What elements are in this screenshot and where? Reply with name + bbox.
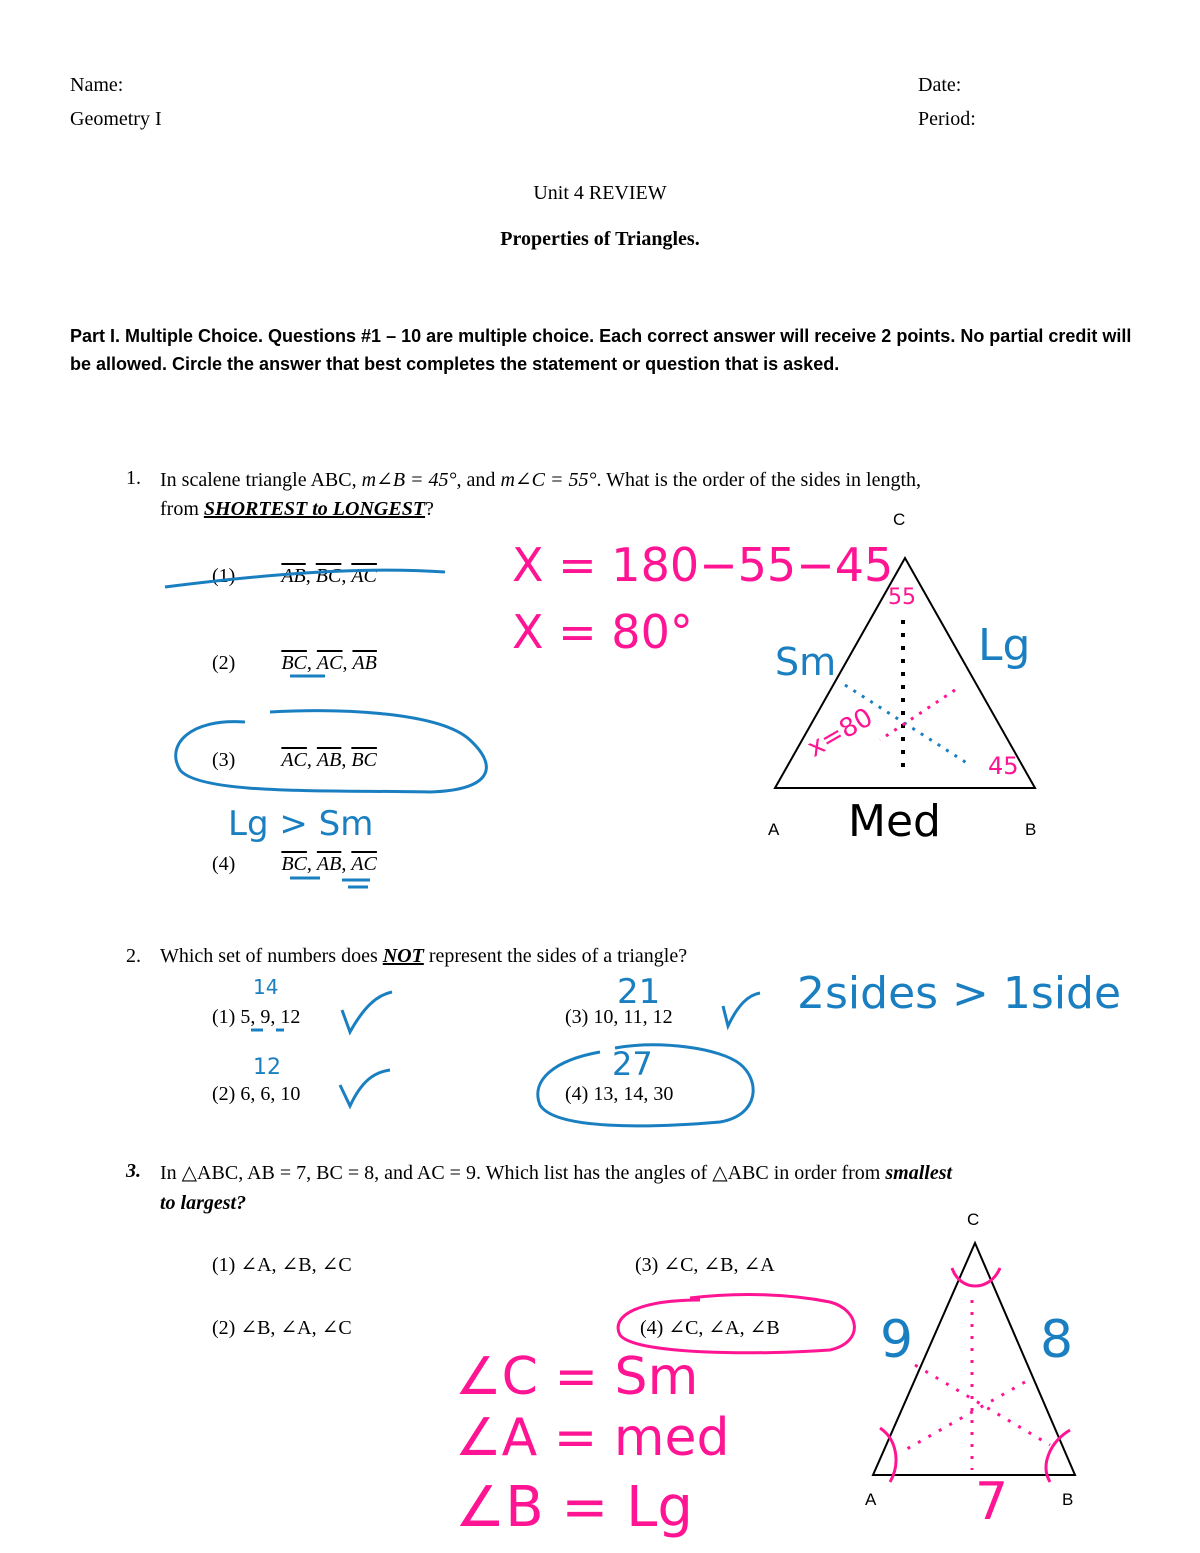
q1-emphasis: SHORTEST to LONGEST bbox=[203, 498, 426, 520]
choice-num: (3) bbox=[635, 1254, 659, 1276]
q2-rule-note: 2sides > 1side bbox=[797, 968, 1122, 1019]
q3-number: 3. bbox=[126, 1160, 141, 1182]
side: $\overline{AC}$ bbox=[351, 565, 377, 587]
choice-num: (4) bbox=[640, 1317, 664, 1339]
q1-text-c: . What is the order of the sides in length, bbox=[596, 469, 922, 491]
q3-note-a: ∠A = med bbox=[455, 1408, 730, 1468]
side: $\overline{AB}$ bbox=[316, 853, 342, 875]
q2-check-3 bbox=[723, 993, 760, 1026]
q1-angle-45: 45 bbox=[988, 752, 1019, 780]
choice-angles: ∠A, ∠B, ∠C bbox=[240, 1254, 352, 1276]
q3-vertex-b: B bbox=[1062, 1490, 1074, 1509]
choice-values: 10, 11, 12 bbox=[593, 1006, 673, 1028]
name-label: Name: bbox=[70, 74, 124, 96]
q1-lg-note: Lg bbox=[978, 620, 1031, 671]
q3-note-c: ∠C = Sm bbox=[455, 1347, 699, 1407]
q3-side-9: 9 bbox=[880, 1310, 914, 1370]
course-label: Geometry I bbox=[70, 108, 162, 130]
choice-num: (3) bbox=[565, 1006, 589, 1028]
side: $\overline{AC}$ bbox=[316, 652, 343, 674]
q2-check-1 bbox=[342, 992, 392, 1032]
q2-text-b: represent the sides of a triangle? bbox=[423, 945, 688, 967]
q3-circle bbox=[618, 1295, 854, 1353]
side: $\overline{AC}$ bbox=[351, 853, 377, 875]
q3-pink-dotted bbox=[905, 1382, 1025, 1450]
choice-num: (2) bbox=[212, 652, 236, 674]
q1-text-e: ? bbox=[425, 498, 434, 520]
choice-angles: ∠C, ∠B, ∠A bbox=[663, 1254, 775, 1276]
q1-choice-4[interactable]: (4) $\overline{BC}$, $\overline{AB}$, $\overline{AC}$ bbox=[212, 853, 377, 875]
q1-angle-55: 55 bbox=[888, 585, 916, 610]
q1-text-d: from bbox=[160, 498, 204, 520]
q2-number: 2. bbox=[126, 945, 141, 967]
choice-num: (1) bbox=[212, 1006, 236, 1028]
q2-emphasis: NOT bbox=[382, 945, 424, 967]
q1-choice-1[interactable]: (1) $\overline{AB}$, $\overline{BC}$, $\overline{AC}$ bbox=[212, 565, 377, 587]
q1-circle bbox=[176, 711, 487, 792]
choice-angles: ∠B, ∠A, ∠C bbox=[240, 1317, 352, 1339]
q3-triangle: △ABC bbox=[181, 1162, 239, 1184]
choice-num: (1) bbox=[212, 1254, 236, 1276]
topic-title: Properties of Triangles. bbox=[500, 228, 700, 250]
q3-text-b: , AB = 7, BC = 8, and AC = 9. Which list has the angles of bbox=[238, 1162, 713, 1184]
q1-equation-2: X = 80° bbox=[512, 605, 693, 659]
q1-pink-dotted bbox=[880, 690, 955, 740]
q3-side-7: 7 bbox=[975, 1472, 1009, 1532]
q1-angle-b: m∠B = 45° bbox=[361, 469, 457, 491]
q3-text-c: in order from bbox=[768, 1162, 886, 1184]
q2-text-a: Which set of numbers does bbox=[160, 945, 383, 967]
q2-sum-27: 27 bbox=[612, 1045, 653, 1083]
q1-strike bbox=[165, 570, 445, 587]
side: $\overline{BC}$ bbox=[351, 749, 377, 771]
q1-vertex-b: B bbox=[1025, 820, 1037, 839]
side: $\overline{AC}$ bbox=[281, 749, 307, 771]
side: $\overline{AB}$ bbox=[281, 565, 306, 587]
choice-angles: ∠C, ∠A, ∠B bbox=[668, 1317, 780, 1339]
q1-sm-note: Sm bbox=[775, 640, 837, 684]
unit-title: Unit 4 REVIEW bbox=[533, 182, 667, 204]
side: $\overline{BC}$ bbox=[281, 853, 307, 875]
q1-choice-3[interactable]: (3) $\overline{AC}$, $\overline{AB}$, $\overline{BC}$ bbox=[212, 749, 377, 771]
q3-vertex-a: A bbox=[865, 1490, 877, 1509]
q1-vertex-c: C bbox=[893, 510, 906, 529]
q3-emphasis: smallest bbox=[885, 1162, 953, 1184]
q2-sum-14: 14 bbox=[253, 975, 279, 999]
q1-med-note: Med bbox=[848, 796, 941, 847]
q2-check-2 bbox=[340, 1070, 390, 1106]
choice-num: (2) bbox=[212, 1317, 236, 1339]
choice-num: (2) bbox=[212, 1083, 236, 1105]
q2-sum-21: 21 bbox=[617, 972, 661, 1012]
q1-number: 1. bbox=[126, 467, 141, 489]
choice-num: (4) bbox=[565, 1083, 589, 1105]
period-label: Period: bbox=[918, 108, 976, 130]
q3-side-8: 8 bbox=[1040, 1310, 1074, 1370]
choice-values: 13, 14, 30 bbox=[593, 1083, 674, 1105]
q3-line2: to largest? bbox=[160, 1192, 247, 1214]
choice-num: (4) bbox=[212, 853, 236, 875]
choice-values: 5, 9, 12 bbox=[240, 1006, 301, 1028]
instructions: Part I. Multiple Choice. Questions #1 – 10 are multiple choice. Each correct answer will receive 2 points. No partial credit will be allowed. Circle the answer that best completes the statement or question that is asked. bbox=[70, 326, 1132, 374]
q2-sum-12: 12 bbox=[253, 1055, 281, 1080]
side: $\overline{BC}$ bbox=[281, 652, 307, 674]
side: $\overline{AB}$ bbox=[316, 749, 342, 771]
q1-text-a: In scalene triangle ABC, bbox=[160, 469, 362, 491]
q1-angle-80: x=80 bbox=[802, 702, 879, 764]
q1-angle-c: m∠C = 55° bbox=[500, 469, 597, 491]
q1-choice-2[interactable]: (2) $\overline{BC}$, $\overline{AC}$, $\overline{AB}$ bbox=[212, 652, 377, 674]
q3-text-a: In bbox=[160, 1162, 182, 1184]
choice-values: 6, 6, 10 bbox=[240, 1083, 301, 1105]
q3-vertex-c: C bbox=[967, 1210, 980, 1229]
q3-triangle-2: △ABC bbox=[712, 1162, 769, 1184]
q3-note-b: ∠B = Lg bbox=[455, 1475, 693, 1540]
side: $\overline{AB}$ bbox=[352, 652, 377, 674]
side: $\overline{BC}$ bbox=[315, 565, 342, 587]
q1-lg-sm-note: Lg > Sm bbox=[228, 804, 374, 844]
q1-equation-1: X = 180−55−45 bbox=[512, 538, 894, 592]
choice-num: (3) bbox=[212, 749, 236, 771]
q1-text-b: , and bbox=[456, 469, 501, 491]
q1-vertex-a: A bbox=[768, 820, 780, 839]
date-label: Date: bbox=[918, 74, 962, 96]
choice-num: (1) bbox=[212, 565, 236, 587]
